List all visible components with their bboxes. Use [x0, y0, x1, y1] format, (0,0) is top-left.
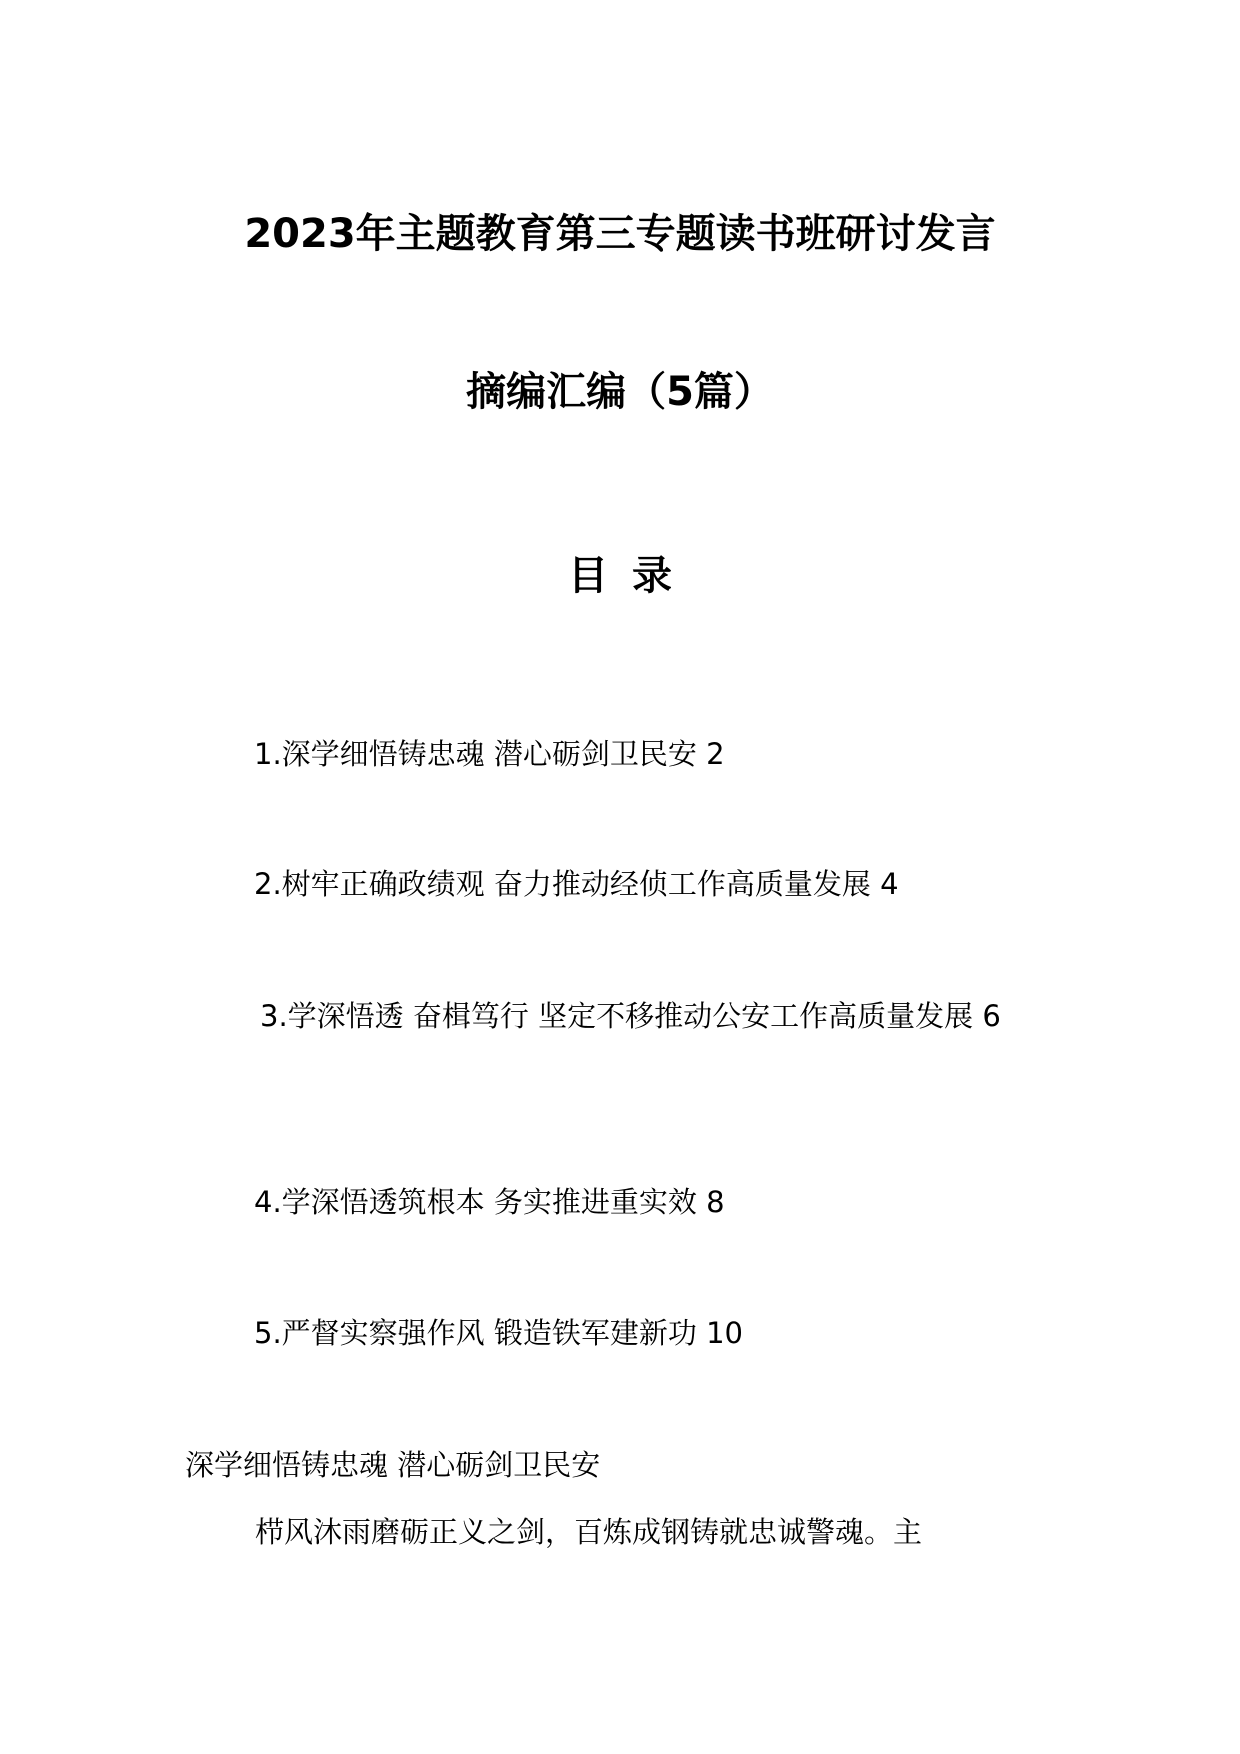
toc-item-1[interactable]: 1.深学细悟铸忠魂 潜心砺剑卫民安 2	[254, 737, 725, 771]
toc-item-3[interactable]: 3.学深悟透 奋楫笃行 坚定不移推动公安工作高质量发展 6	[260, 999, 1001, 1033]
body-paragraph: 栉风沐雨磨砺正义之剑，百炼成钢铸就忠诚警魂。主	[255, 1515, 923, 1549]
section-heading: 深学细悟铸忠魂 潜心砺剑卫民安	[185, 1448, 601, 1482]
toc-heading: 目录	[568, 553, 696, 599]
toc-item-2[interactable]: 2.树牢正确政绩观 奋力推动经侦工作高质量发展 4	[254, 867, 899, 901]
toc-item-5[interactable]: 5.严督实察强作风 锻造铁军建新功 10	[254, 1316, 744, 1350]
toc-item-4[interactable]: 4.学深悟透筑根本 务实推进重实效 8	[254, 1185, 725, 1219]
document-title-line-1: 2023年主题教育第三专题读书班研讨发言	[244, 211, 996, 257]
document-title-line-2: 摘编汇编（5篇）	[466, 369, 774, 415]
